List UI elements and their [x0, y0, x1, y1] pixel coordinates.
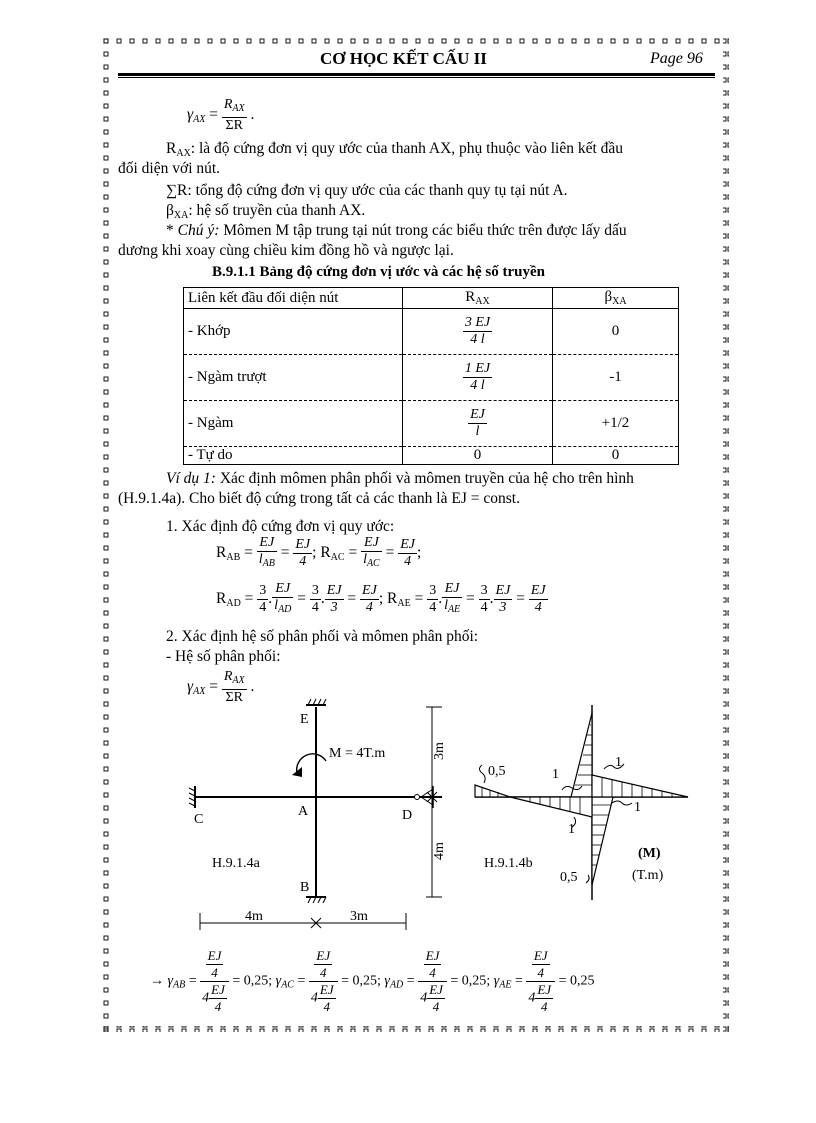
page-number: Page 96 — [650, 50, 703, 67]
moment-value: 1 — [552, 767, 559, 782]
moment-value: 1 — [634, 800, 641, 815]
table-row: - Ngàm $\frac{EJ}{l}$ +1/2 — [184, 401, 679, 447]
label-E: E — [300, 712, 309, 727]
stiffness-ad-ae: $R_{AD}$ = $\frac{3}{4}$ . $\frac{EJ}{l_{AD}}$ = $\frac{3}{4}$ . $\frac{EJ}{3}$ = $\frac{EJ}{4}$ ; $R_{AE}$ = $\frac{3}{4}$ . $\frac{EJ}{l_{AE}}$ = $\frac{3}{4}$ . $\frac{EJ}{3}$ = $\frac{EJ}{4}$ — [216, 581, 546, 615]
step-2-sub: - Hệ số phân phối: — [166, 648, 281, 665]
rax-definition: $R_{AX}$: là độ cứng đơn vị quy ước của thanh AX, phụ thuộc vào liên kết đầu — [166, 140, 624, 159]
header-title: CƠ HỌC KẾT CẤU II — [320, 49, 487, 68]
figure-b-caption: H.9.1.4b — [484, 856, 533, 871]
label-D: D — [402, 808, 413, 823]
diagram-unit-m: (M) — [638, 846, 661, 861]
moment-value-left: 0,5 — [488, 764, 506, 779]
moment-value: 1 — [615, 755, 622, 770]
label-C: C — [194, 812, 204, 827]
table-caption: B.9.1.1 Bảng độ cứng đơn vị ước và các hệ số truyền — [212, 264, 545, 280]
frame-figure — [180, 695, 460, 940]
beta-definition: $\beta_{XA}$: hệ số truyền của thanh AX. — [166, 202, 366, 221]
gamma-formula-2: $\gamma_{AX}$ = $\frac{R_{AX}}{\Sigma R}$ . — [187, 669, 255, 705]
table-row: - Ngàm trượt $\frac{1 EJ}{4 l}$ -1 — [184, 355, 679, 401]
dim-4m-vertical: 4m — [432, 842, 447, 860]
table-header-cell: Liên kết đầu đối diện nút — [184, 288, 403, 309]
header-rule — [118, 73, 715, 76]
label-A: A — [298, 804, 309, 819]
dim-3m-vertical: 3m — [432, 742, 447, 760]
table-header-cell: $R_{AX}$ — [403, 288, 553, 309]
moment-value-bottom: 0,5 — [560, 870, 578, 885]
table-header-cell: $\beta_{XA}$ — [553, 288, 679, 309]
step-1: 1. Xác định độ cứng đơn vị quy ước: — [166, 518, 395, 535]
figure-a-caption: H.9.1.4a — [212, 856, 260, 871]
example-intro-cont: (H.9.1.4a). Cho biết độ cứng trong tất cả các thanh là EJ = const. — [118, 490, 520, 507]
gamma-formula: $\gamma_{AX}$ = $\frac{R_{AX}}{\Sigma R}$ . — [187, 97, 255, 133]
moment-value: 1 — [568, 822, 575, 837]
stiffness-table — [183, 287, 679, 465]
rax-definition-cont: đối diện với nút. — [118, 160, 221, 177]
table-row: - Tự do 0 0 — [184, 447, 679, 465]
diagram-unit: (T.m) — [632, 868, 664, 883]
header-rule-thin — [118, 77, 715, 78]
stiffness-ab-ac: $R_{AB}$ = $\frac{EJ}{l_{AB}}$ = $\frac{EJ}{4}$ ; $R_{AC}$ = $\frac{EJ}{l_{AC}}$ = $\frac{EJ}{4}$ ; — [216, 535, 422, 569]
example-intro: Ví dụ 1: Xác định mômen phân phối và mômen truyền của hệ cho trên hình — [166, 470, 634, 487]
table-row: - Khớp $\frac{3 EJ}{4 l}$ 0 — [184, 309, 679, 355]
sumr-definition: ∑R: tổng độ cứng đơn vị quy ước của các thanh quy tụ tại nút A. — [166, 182, 568, 199]
note: * Chú ý: Mômen M tập trung tại nút trong các biểu thức trên được lấy dấu — [166, 222, 627, 239]
dim-4m-horizontal: 4m — [245, 909, 263, 924]
moment-label: M = 4T.m — [329, 746, 386, 761]
label-B: B — [300, 880, 310, 895]
note-cont: dương khi xoay cùng chiều kim đồng hồ và ngược lại. — [118, 242, 454, 259]
dim-3m-horizontal: 3m — [350, 909, 368, 924]
gamma-results: → $\gamma_{AB}$ = $\frac{EJ}{4}$ 4 $\frac{EJ}{4}$ = 0,25; $\gamma_{AC}$ = $\frac{EJ}{4}$ 4 $\frac{EJ}{4}$ = 0,25; $\gamma_{AD}$ = $\frac{EJ}{4}$ 4 $\frac{EJ}{4}$ = 0,25; $\gamma_{AE}$ = $\frac{EJ}{4}$ 4 $\frac{EJ}{4}$ = 0,25 — [150, 948, 595, 1014]
step-2: 2. Xác định hệ số phân phối và mômen phân phối: — [166, 628, 479, 645]
